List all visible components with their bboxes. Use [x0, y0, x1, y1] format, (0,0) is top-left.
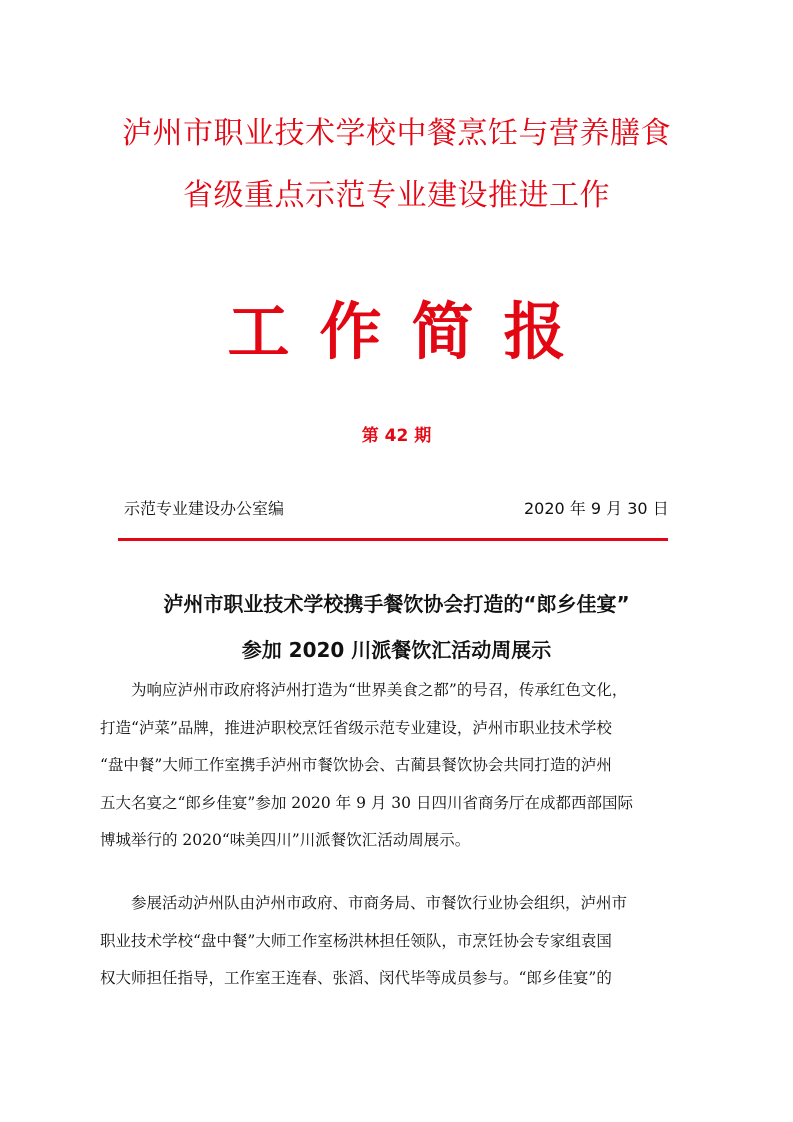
- article-title-line-1: 泸州市职业技术学校携手餐饮协会打造的“郎乡佳宴”: [163, 592, 630, 616]
- red-divider: [118, 538, 668, 541]
- paragraph-line: 五大名宴之“郎乡佳宴”参加 2020 年 9 月 30 日四川省商务厅在成都西部国际: [100, 793, 633, 812]
- bulletin-title: 工作简报: [227, 295, 596, 368]
- header-title-line-1: 泸州市职业技术学校中餐烹饪与营养膳食: [122, 116, 671, 151]
- paragraph-line: 职业技术学校“盘中餐”大师工作室杨洪林担任领队，市烹饪协会专家组袁国: [100, 931, 612, 950]
- paragraph-line: 参展活动泸州队由泸州市政府、市商务局、市餐饮行业协会组织，泸州市: [100, 894, 628, 912]
- article-paragraph-2: [100, 885, 692, 998]
- paragraph-line: 博城举行的 2020“味美四川”川派餐饮汇活动周展示。: [100, 831, 471, 849]
- header-title-line-2: 省级重点示范专业建设推进工作: [183, 178, 610, 213]
- paragraph-line: 为响应泸州市政府将泸州打造为“世界美食之都”的号召，传承红色文化，: [100, 681, 628, 699]
- editor-label: 示范专业建设办公室编: [124, 499, 285, 518]
- publish-date: 2020 年 9 月 30 日: [524, 499, 669, 518]
- paragraph-line: 权大师担任指导，工作室王连春、张滔、闵代毕等成员参与。“郎乡佳宴”的: [100, 969, 612, 987]
- issue-number: 第 42 期: [361, 426, 432, 446]
- article-title-line-2: 参加 2020 川派餐饮汇活动周展示: [241, 638, 552, 662]
- paragraph-line: “盘中餐”大师工作室携手泸州市餐饮协会、古蔺县餐饮协会共同打造的泸州: [100, 756, 612, 774]
- paragraph-line: 打造“泸菜”品牌，推进泸职校烹饪省级示范专业建设，泸州市职业技术学校: [100, 718, 612, 737]
- article-paragraph-1: [100, 672, 692, 860]
